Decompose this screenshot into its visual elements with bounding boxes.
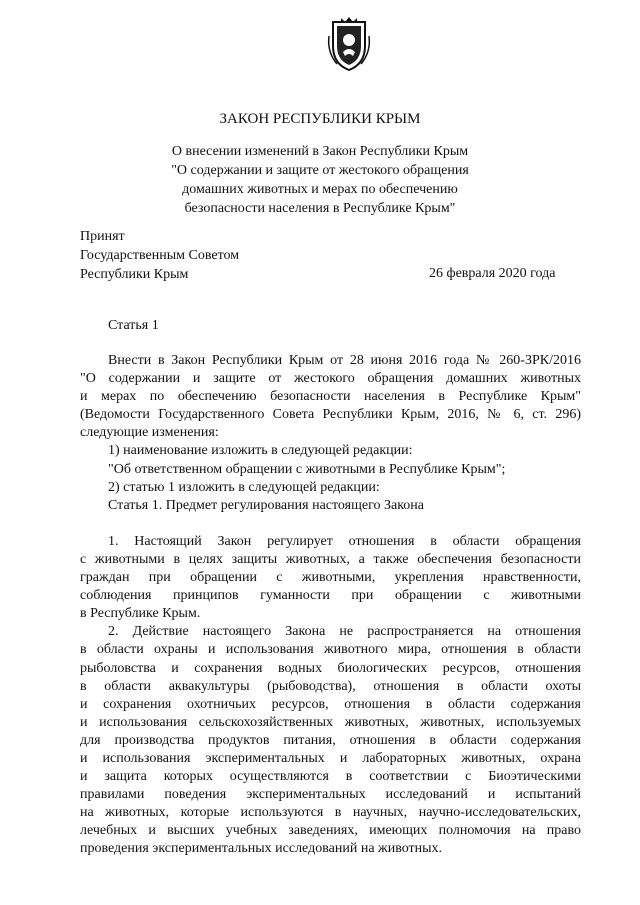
body-line: Статья 1. Предмет регулирования настоящего Закона xyxy=(108,497,425,513)
body-line: и использования экспериментальных и лабораторных животных, охрана xyxy=(80,750,581,766)
body-line: и защита которых осуществляются в соответствии с Биоэтическими xyxy=(80,769,581,785)
adoption-block xyxy=(80,227,239,284)
subtitle-line: домашних животных и мерах по обеспечению xyxy=(182,182,458,197)
body-line: (Ведомости Государственного Совета Республики Крым, 2016, № 6, ст. 296) xyxy=(80,407,581,423)
adoption-date: 26 февраля 2020 года xyxy=(429,266,556,281)
body-line: рыболовства и сохранения водных биологических ресурсов, отношения xyxy=(80,660,581,676)
body-line: 2) статью 1 изложить в следующей редакции: xyxy=(108,479,380,495)
law-subtitle xyxy=(0,142,640,218)
body-line: "О содержании и защите от жестокого обращения домашних животных xyxy=(80,371,581,387)
body-line: лечебных и высших учебных заведениях, имеющих полномочия на право xyxy=(80,823,581,839)
body-line: в области аквакультуры (рыбоводства), отношения в области охоты xyxy=(80,678,581,694)
body-line: проведения экспериментальных исследований на животных. xyxy=(80,841,443,857)
body-line: для производства продуктов питания, отношения в области содержания xyxy=(80,732,581,748)
adopting-body-line: Республики Крым xyxy=(80,267,189,282)
crimea-coat-of-arms-icon xyxy=(327,16,371,74)
adopting-body-line: Государственным Советом xyxy=(80,248,240,263)
body-line: 2. Действие настоящего Закона не распространяется на отношения xyxy=(108,624,581,640)
subtitle-line: О внесении изменений в Закон Республики Крым xyxy=(171,144,469,159)
body-line: и мерах по обеспечению безопасности населения в Республике Крым" xyxy=(80,389,581,405)
body-line: "Об ответственном обращении с животными в Республике Крым"; xyxy=(108,461,506,477)
body-line: и сохранения охотничьих ресурсов, отношения в области содержания xyxy=(80,696,581,712)
body-line: 1. Настоящий Закон регулирует отношения в области обращения xyxy=(108,533,581,549)
paragraph-gap xyxy=(80,515,581,533)
body-line: Внести в Закон Республики Крым от 28 июня 2016 года № 260-ЗРК/2016 xyxy=(108,353,581,368)
subtitle-line: безопасности населения в Республике Крым" xyxy=(184,201,456,216)
body-line: в Республике Крым. xyxy=(80,606,201,622)
body-line: в области охраны и использования животного мира, отношения в области xyxy=(80,642,581,658)
body-line: следующие изменения: xyxy=(80,425,219,441)
body-line: граждан при обращении с животными, укрепления нравственности, xyxy=(80,570,581,586)
article-body xyxy=(80,352,581,859)
body-line: 1) наименование изложить в следующей редакции: xyxy=(108,443,413,459)
law-title: ЗАКОН РЕСПУБЛИКИ КРЫМ xyxy=(219,111,421,127)
article-heading: Статья 1 xyxy=(108,318,159,333)
body-line: и использования сельскохозяйственных животных, животных, используемых xyxy=(80,714,581,730)
body-line: правилами поведения экспериментальных исследований и испытаний xyxy=(80,787,581,803)
body-line: соблюдения принципов гуманности при обращении с животными xyxy=(80,588,581,604)
body-line: с животными в целях защиты животных, а также обеспечения безопасности xyxy=(80,551,581,567)
body-line: на животных, которые используются в научных, научно-исследовательских, xyxy=(80,805,581,821)
subtitle-line: "О содержании и защите от жестокого обращения xyxy=(171,163,469,178)
adopted-label: Принят xyxy=(80,229,125,244)
